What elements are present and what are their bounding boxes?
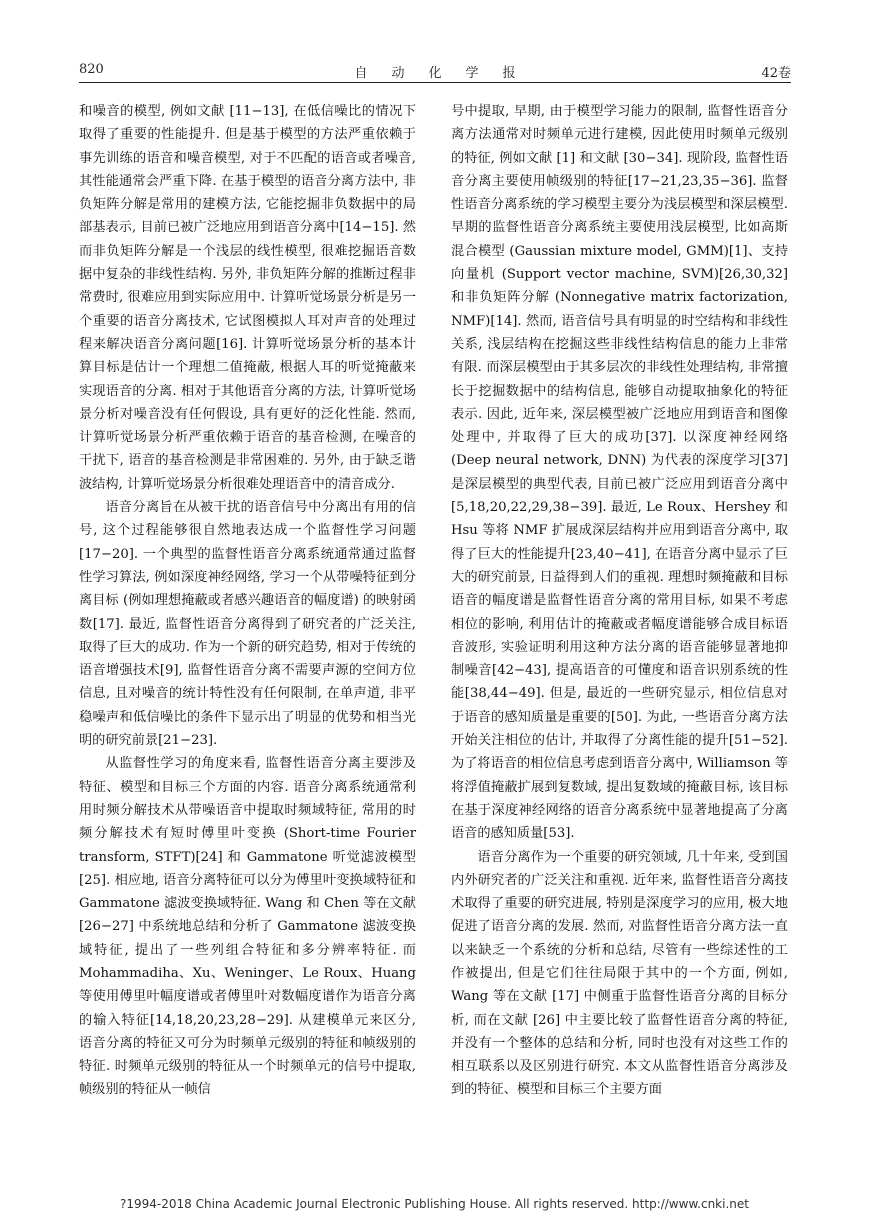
right-paragraph-1: 号中提取, 早期, 由于模型学习能力的限制, 监督性语音分离方法通常对时频单元进行建模, 因此使用时频单元级别的特征, 例如文献 [1] 和文献 [30−34]. 现阶段, 监督性语音分离主要使用帧级别的特征[17−21,23,35−36]. 监督性语音分离系统的学习模型主要分为浅层模型和深层模型. 早期的监督性语音分离系统主要使用浅层模型, 比如高斯混合模型 (Gaussian mixture model, GMM)[1]、支持向量机 (Support vector machine, SVM)[26,30,32] 和非负矩阵分解 (Nonnegative matrix factorization, NMF)[14]. 然而, 语音信号具有明显的时空结构和非线性关系, 浅层结构在挖掘这些非线性结构信息的能力上非常有限. 而深层模型由于其多层次的非线性处理结构, 非常擅长于挖掘数据中的结构信息, 能够自动提取抽象化的特征表示. 因此, 近年来, 深层模型被广泛地应用到语音和图像处理中, 并取得了巨大的成功[37]. 以深度神经网络 (Deep neural network, DNN) 为代表的深度学习[37] 是深层模型的典型代表, 目前已被广泛应用到语音分离中[5,18,20,22,29,38−39]. 最近, Le Roux、Hershey 和 Hsu 等将 NMF 扩展成深层结构并应用到语音分离中, 取得了巨大的性能提升[23,40−41], 在语音分离中显示了巨大的研究前景, 日益得到人们的重视. 理想时频掩蔽和目标语音的幅度谱是监督性语音分离的常用目标, 如果不考虑相位的影响, 利用估计的掩蔽或者幅度谱能够合成目标语音波形, 实验证明利用这种方法分离的语音能够显著地抑制噪音[42−43], 提高语音的可懂度和语音识别系统的性能[38,44−49]. 但是, 最近的一些研究显示, 相位信息对于语音的感知质量是重要的[50]. 为此, 一些语音分离方法开始关注相位的估计, 并取得了分离性能的提升[51−52]. 为了将语音的相位信息考虑到语音分离中, Williamson 等将浮值掩蔽扩展到复数域, 提出复数域的掩蔽目标, 该目标在基于深度神经网络的语音分离系统中显著地提高了分离语音的感知质量[53]. (451, 104, 788, 842)
left-column (79, 100, 416, 1098)
left-paragraph-1: 和噪音的模型, 例如文献 [11−13], 在低信噪比的情况下取得了重要的性能提升. 但是基于模型的方法严重依赖于事先训练的语音和噪音模型, 对于不匹配的语音或者噪音, 其性能通常会严重下降. 在基于模型的语音分离方法中, 非负矩阵分解是常用的建模方法, 它能挖掘非负数据中的局部基表示, 目前已被广泛地应用到语音分离中[14−15]. 然而非负矩阵分解是一个浅层的线性模型, 很难挖掘语音数据中复杂的非线性结构. 另外, 非负矩阵分解的推断过程非常费时, 很难应用到实际应用中. 计算听觉场景分析是另一个重要的语音分离技术, 它试图模拟人耳对声音的处理过程来解决语音分离问题[16]. 计算听觉场景分析的基本计算目标是估计一个理想二值掩蔽, 根据人耳的听觉掩蔽来实现语音的分离. 相对于其他语音分离的方法, 计算听觉场景分析对噪音没有任何假设, 具有更好的泛化性能. 然而, 计算听觉场景分析严重依赖于语音的基音检测, 在噪音的干扰下, 语音的基音检测是非常困难的. 另外, 由于缺乏谐波结构, 计算听觉场景分析很难处理语音中的清音成分. (79, 104, 416, 492)
right-paragraph-2: 语音分离作为一个重要的研究领域, 几十年来, 受到国内外研究者的广泛关注和重视. 近年来, 监督性语音分离技术取得了重要的研究进展, 特别是深度学习的应用, 极大地促进了语音分离的发展. 然而, 对监督性语音分离方法一直以来缺乏一个系统的分析和总结, 尽管有一些综述性的工作被提出, 但是它们往往局限于其中的一个方面, 例如, Wang 等在文献 [17] 中侧重于监督性语音分离的目标分析, 而在文献 [26] 中主要比较了监督性语音分离的特征, 并没有一个整体的总结和分析, 同时也没有对这些工作的相互联系以及区别进行研究. 本文从监督性语音分离涉及到的特征、模型和目标三个主要方面 (451, 849, 788, 1098)
journal-title: 自动化学报 (354, 66, 540, 81)
volume-label: 42卷 (761, 66, 791, 81)
copyright-footer: ?1994-2018 China Academic Journal Electronic Publishing House. All rights reserved. http://www.cnki.net (120, 1197, 749, 1211)
right-column (451, 100, 788, 1098)
header-rule (79, 82, 791, 83)
left-paragraph-3: 从监督性学习的角度来看, 监督性语音分离主要涉及特征、模型和目标三个方面的内容. 语音分离系统通常利用时频分解技术从带噪语音中提取时频域特征, 常用的时频分解技术有短时傅里叶变换 (Short-time Fourier transform, STFT)[24] 和 Gammatone 听觉滤波模型[25]. 相应地, 语音分离特征可以分为傅里叶变换域特征和 Gammatone 滤波变换域特征. Wang 和 Chen 等在文献 [26−27] 中系统地总结和分析了 Gammatone 滤波变换域特征, 提出了一些列组合特征和多分辨率特征. 而 Mohammadiha、Xu、Weninger、Le Roux、Huang 等使用傅里叶幅度谱或者傅里叶对数幅度谱作为语音分离的输入特征[14,18,20,23,28−29]. 从建模单元来区分, 语音分离的特征又可分为时频单元级别的特征和帧级别的特征. 时频单元级别的特征从一个时频单元的信号中提取, 帧级别的特征从一帧信 (79, 756, 416, 1098)
page-number: 820 (79, 62, 104, 77)
running-header (79, 60, 791, 82)
left-paragraph-2: 语音分离旨在从被干扰的语音信号中分离出有用的信号, 这个过程能够很自然地表达成一个监督性学习问题[17−20]. 一个典型的监督性语音分离系统通常通过监督性学习算法, 例如深度神经网络, 学习一个从带噪特征到分离目标 (例如理想掩蔽或者感兴趣语音的幅度谱) 的映射函数[17]. 最近, 监督性语音分离得到了研究者的广泛关注, 取得了巨大的成功. 作为一个新的研究趋势, 相对于传统的语音增强技术[9], 监督性语音分离不需要声源的空间方位信息, 且对噪音的统计特性没有任何限制, 在单声道, 非平稳噪声和低信噪比的条件下显示出了明显的优势和相当光明的研究前景[21−23]. (79, 500, 416, 749)
